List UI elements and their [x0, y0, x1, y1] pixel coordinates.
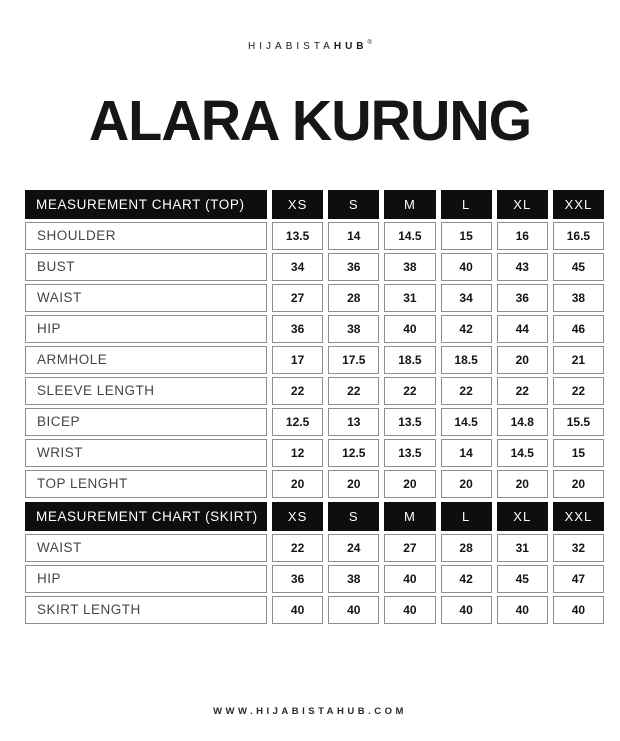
value-cell: 45: [497, 565, 548, 593]
row-label-cell: WAIST: [25, 534, 267, 562]
value-cell: 14.5: [497, 439, 548, 467]
value-cell: 16.5: [553, 222, 604, 250]
value-cell: 42: [441, 565, 492, 593]
value-cell: 15.5: [553, 408, 604, 436]
value-cell: 16: [497, 222, 548, 250]
size-header-cell: L: [441, 190, 492, 219]
value-cell: 13.5: [272, 222, 323, 250]
row-label-cell: WRIST: [25, 439, 267, 467]
size-header-cell: L: [441, 502, 492, 531]
brand-name-bold: HUB: [333, 41, 368, 52]
value-cell: 36: [497, 284, 548, 312]
value-cell: 15: [441, 222, 492, 250]
value-cell: 40: [328, 596, 379, 624]
size-header-cell: XS: [272, 190, 323, 219]
size-header-cell: XL: [497, 502, 548, 531]
row-label-cell: WAIST: [25, 284, 267, 312]
value-cell: 40: [441, 253, 492, 281]
value-cell: 13.5: [384, 408, 435, 436]
measurement-tables: [25, 190, 604, 624]
value-cell: 34: [272, 253, 323, 281]
value-cell: 13.5: [384, 439, 435, 467]
value-cell: 46: [553, 315, 604, 343]
value-cell: 22: [328, 377, 379, 405]
brand-trademark-mark: ®: [367, 40, 372, 46]
value-cell: 17.5: [328, 346, 379, 374]
value-cell: 20: [441, 470, 492, 498]
size-header-cell: S: [328, 502, 379, 531]
value-cell: 22: [384, 377, 435, 405]
table-title: MEASUREMENT CHART (SKIRT): [25, 502, 267, 531]
row-label-cell: SHOULDER: [25, 222, 267, 250]
value-cell: 40: [384, 565, 435, 593]
value-cell: 34: [441, 284, 492, 312]
value-cell: 20: [497, 346, 548, 374]
value-cell: 21: [553, 346, 604, 374]
size-header-cell: M: [384, 502, 435, 531]
row-label-cell: SKIRT LENGTH: [25, 596, 267, 624]
value-cell: 40: [497, 596, 548, 624]
value-cell: 14.8: [497, 408, 548, 436]
value-cell: 14.5: [384, 222, 435, 250]
value-cell: 40: [553, 596, 604, 624]
value-cell: 12: [272, 439, 323, 467]
value-cell: 38: [328, 315, 379, 343]
product-title: ALARA KURUNG: [88, 89, 532, 153]
value-cell: 15: [553, 439, 604, 467]
value-cell: 38: [553, 284, 604, 312]
value-cell: 20: [497, 470, 548, 498]
value-cell: 36: [328, 253, 379, 281]
value-cell: 38: [384, 253, 435, 281]
value-cell: 40: [384, 315, 435, 343]
value-cell: 20: [553, 470, 604, 498]
value-cell: 22: [441, 377, 492, 405]
value-cell: 47: [553, 565, 604, 593]
value-cell: 32: [553, 534, 604, 562]
value-cell: 14: [441, 439, 492, 467]
measurement-table-skirt: [25, 502, 604, 624]
value-cell: 24: [328, 534, 379, 562]
row-label-cell: TOP LENGHT: [25, 470, 267, 498]
value-cell: 42: [441, 315, 492, 343]
measurement-table-top: [25, 190, 604, 498]
value-cell: 12.5: [328, 439, 379, 467]
value-cell: 22: [272, 377, 323, 405]
value-cell: 36: [272, 565, 323, 593]
table-title: MEASUREMENT CHART (TOP): [25, 190, 267, 219]
row-label-cell: HIP: [25, 565, 267, 593]
value-cell: 20: [328, 470, 379, 498]
value-cell: 44: [497, 315, 548, 343]
size-header-cell: XS: [272, 502, 323, 531]
value-cell: 27: [272, 284, 323, 312]
value-cell: 12.5: [272, 408, 323, 436]
value-cell: 31: [384, 284, 435, 312]
row-label-cell: BUST: [25, 253, 267, 281]
value-cell: 28: [441, 534, 492, 562]
value-cell: 38: [328, 565, 379, 593]
value-cell: 17: [272, 346, 323, 374]
value-cell: 18.5: [384, 346, 435, 374]
size-header-cell: XXL: [553, 502, 604, 531]
value-cell: 40: [384, 596, 435, 624]
value-cell: 40: [441, 596, 492, 624]
size-header-cell: XXL: [553, 190, 604, 219]
value-cell: 22: [497, 377, 548, 405]
value-cell: 20: [384, 470, 435, 498]
value-cell: 18.5: [441, 346, 492, 374]
value-cell: 27: [384, 534, 435, 562]
size-header-cell: M: [384, 190, 435, 219]
value-cell: 13: [328, 408, 379, 436]
size-header-cell: S: [328, 190, 379, 219]
row-label-cell: SLEEVE LENGTH: [25, 377, 267, 405]
row-label-cell: HIP: [25, 315, 267, 343]
value-cell: 31: [497, 534, 548, 562]
value-cell: 20: [272, 470, 323, 498]
brand-logo: [0, 0, 620, 52]
value-cell: 14: [328, 222, 379, 250]
value-cell: 22: [272, 534, 323, 562]
value-cell: 36: [272, 315, 323, 343]
value-cell: 22: [553, 377, 604, 405]
value-cell: 43: [497, 253, 548, 281]
value-cell: 45: [553, 253, 604, 281]
row-label-cell: ARMHOLE: [25, 346, 267, 374]
size-header-cell: XL: [497, 190, 548, 219]
row-label-cell: BICEP: [25, 408, 267, 436]
website-url: WWW.HIJABISTAHUB.COM: [213, 706, 407, 717]
value-cell: 28: [328, 284, 379, 312]
brand-name-light: HIJABISTA: [248, 41, 334, 52]
value-cell: 40: [272, 596, 323, 624]
value-cell: 14.5: [441, 408, 492, 436]
